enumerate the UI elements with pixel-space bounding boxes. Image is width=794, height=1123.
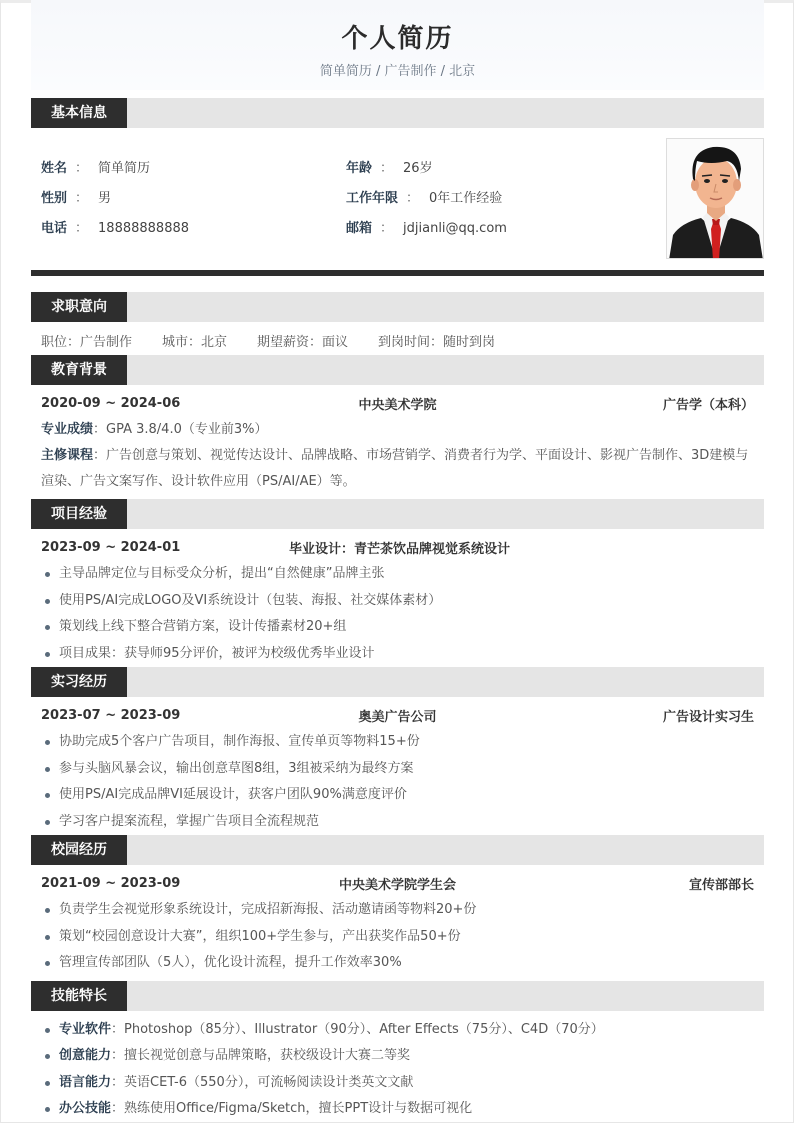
colon: ：	[75, 161, 89, 176]
skill-text: ：英语CET-6（550分），可流畅阅读设计类英文文献	[111, 1074, 414, 1090]
list-item: 策划“校园创意设计大赛”，组织100+学生参与，产出获奖作品50+份	[41, 924, 754, 951]
skills-list	[31, 1017, 764, 1123]
info-gender	[41, 190, 111, 208]
section-title: 项目经验	[31, 499, 127, 529]
skill-text: ：擅长视觉创意与品牌策略，获校级设计大赛二等奖	[111, 1048, 411, 1063]
list-item: 策划线上线下整合营销方案，设计传播素材20+组	[41, 614, 754, 641]
skill-label: 创意能力	[59, 1048, 112, 1063]
colon: ：	[406, 191, 420, 206]
colon: ：	[75, 191, 89, 206]
years-label: 工作年限	[346, 191, 399, 206]
years-value: 0年工作经验	[429, 191, 503, 206]
phone-value: 18888888888	[98, 221, 190, 236]
colon: ：	[380, 221, 394, 236]
education-major: 广告学（本科）	[662, 397, 754, 413]
avatar-illustration-icon	[667, 139, 764, 259]
internship-role: 广告设计实习生	[662, 709, 754, 725]
section-skills	[31, 981, 764, 1011]
list-item: 协助完成5个客户广告项目，制作海报、宣传单页等物料15+份	[41, 729, 754, 756]
section-title: 校园经历	[31, 835, 127, 865]
list-item: 学习客户提案流程，掌握广告项目全流程规范	[41, 809, 754, 836]
project-list	[31, 561, 764, 667]
info-phone	[41, 220, 189, 238]
internship-entry-header	[31, 701, 764, 729]
page-subtitle: 简单简历 / 广告制作 / 北京	[319, 64, 476, 79]
list-item	[41, 1017, 754, 1044]
section-projects	[31, 499, 764, 529]
gender-label: 性别	[41, 191, 68, 206]
courses-label: 主修课程	[41, 448, 94, 463]
internship-period: 2023-07 ~ 2023-09	[41, 707, 181, 723]
internship-company: 奥美广告公司	[358, 709, 437, 725]
intent-salary: 期望薪资：面议	[257, 335, 349, 350]
list-item: 使用PS/AI完成LOGO及VI系统设计（包装、海报、社交媒体素材）	[41, 588, 754, 615]
section-internship	[31, 667, 764, 697]
courses-value: ：广告创意与策划、视觉传达设计、品牌战略、市场营销学、消费者行为学、平面设计、影视广告制作、3D建模与渲染、广告文案写作、设计软件应用（PS/AI/AE）等。	[41, 448, 749, 489]
age-label: 年龄	[346, 161, 373, 176]
skill-label: 专业软件	[59, 1021, 112, 1037]
project-period: 2023-09 ~ 2024-01	[41, 539, 181, 555]
list-item: 项目成果：获导师95分评价，被评为校级优秀毕业设计	[41, 641, 754, 668]
section-title: 基本信息	[31, 98, 127, 128]
name-label: 姓名	[41, 161, 68, 176]
info-years	[346, 190, 502, 208]
skill-label: 语言能力	[59, 1074, 112, 1090]
intent-city: 城市：北京	[162, 335, 228, 350]
skill-text: ：熟练使用Office/Figma/Sketch，擅长PPT设计与数据可视化	[111, 1101, 473, 1116]
section-title: 技能特长	[31, 981, 127, 1011]
gpa-label: 专业成绩	[41, 422, 94, 437]
email-value: jdjianli@qq.com	[403, 221, 507, 236]
gpa-value: ：GPA 3.8/4.0（专业前3%）	[93, 422, 268, 437]
age-value: 26岁	[403, 161, 433, 176]
skill-label: 办公技能	[59, 1101, 112, 1116]
campus-org: 中央美术学院学生会	[338, 877, 456, 893]
skill-text: ：Photoshop（85分）、Illustrator（90分）、After Effects（75分）、C4D（70分）	[111, 1021, 604, 1037]
internship-list	[31, 729, 764, 835]
section-title: 求职意向	[31, 292, 127, 322]
info-name	[41, 160, 150, 178]
list-item: 管理宣传部团队（5人），优化设计流程，提升工作效率30%	[41, 950, 754, 977]
gender-value: 男	[98, 191, 112, 206]
phone-label: 电话	[41, 221, 68, 236]
education-school: 中央美术学院	[358, 397, 437, 413]
education-gpa	[31, 417, 764, 443]
campus-period: 2021-09 ~ 2023-09	[41, 875, 181, 891]
campus-entry-header	[31, 869, 764, 897]
list-item	[41, 1096, 754, 1123]
section-education	[31, 355, 764, 385]
section-title: 实习经历	[31, 667, 127, 697]
section-title: 教育背景	[31, 355, 127, 385]
info-age	[346, 160, 433, 178]
profile-photo	[666, 138, 764, 259]
section-campus	[31, 835, 764, 865]
education-courses	[31, 443, 764, 495]
info-email	[346, 220, 507, 238]
name-value: 简单简历	[98, 161, 151, 176]
intent-availability: 到岗时间：随时到岗	[378, 335, 496, 350]
list-item	[41, 1070, 754, 1097]
email-label: 邮箱	[346, 221, 373, 236]
campus-list	[31, 897, 764, 977]
colon: ：	[380, 161, 394, 176]
list-item	[41, 1043, 754, 1070]
colon: ：	[75, 221, 89, 236]
project-entry-header	[31, 533, 764, 561]
basic-info	[31, 128, 764, 270]
list-item: 参与头脑风暴会议，输出创意草图8组，3组被采纳为最终方案	[41, 756, 754, 783]
list-item: 主导品牌定位与目标受众分析，提出“自然健康”品牌主张	[41, 561, 754, 588]
resume-header	[31, 0, 764, 90]
resume-page	[31, 0, 764, 1123]
campus-role: 宣传部部长	[688, 877, 754, 893]
education-period: 2020-09 ~ 2024-06	[41, 395, 181, 411]
page-title: 个人简历	[341, 24, 454, 54]
list-item: 负责学生会视觉形象系统设计，完成招新海报、活动邀请函等物料20+份	[41, 897, 754, 924]
list-item: 使用PS/AI完成品牌VI延展设计，获客户团队90%满意度评价	[41, 782, 754, 809]
job-intent	[31, 322, 764, 355]
section-job-intent	[31, 292, 764, 322]
project-title: 毕业设计：青芒茶饮品牌视觉系统设计	[289, 541, 511, 557]
section-basic-info	[31, 98, 764, 128]
intent-position: 职位：广告制作	[41, 335, 133, 350]
education-entry-header	[31, 389, 764, 417]
